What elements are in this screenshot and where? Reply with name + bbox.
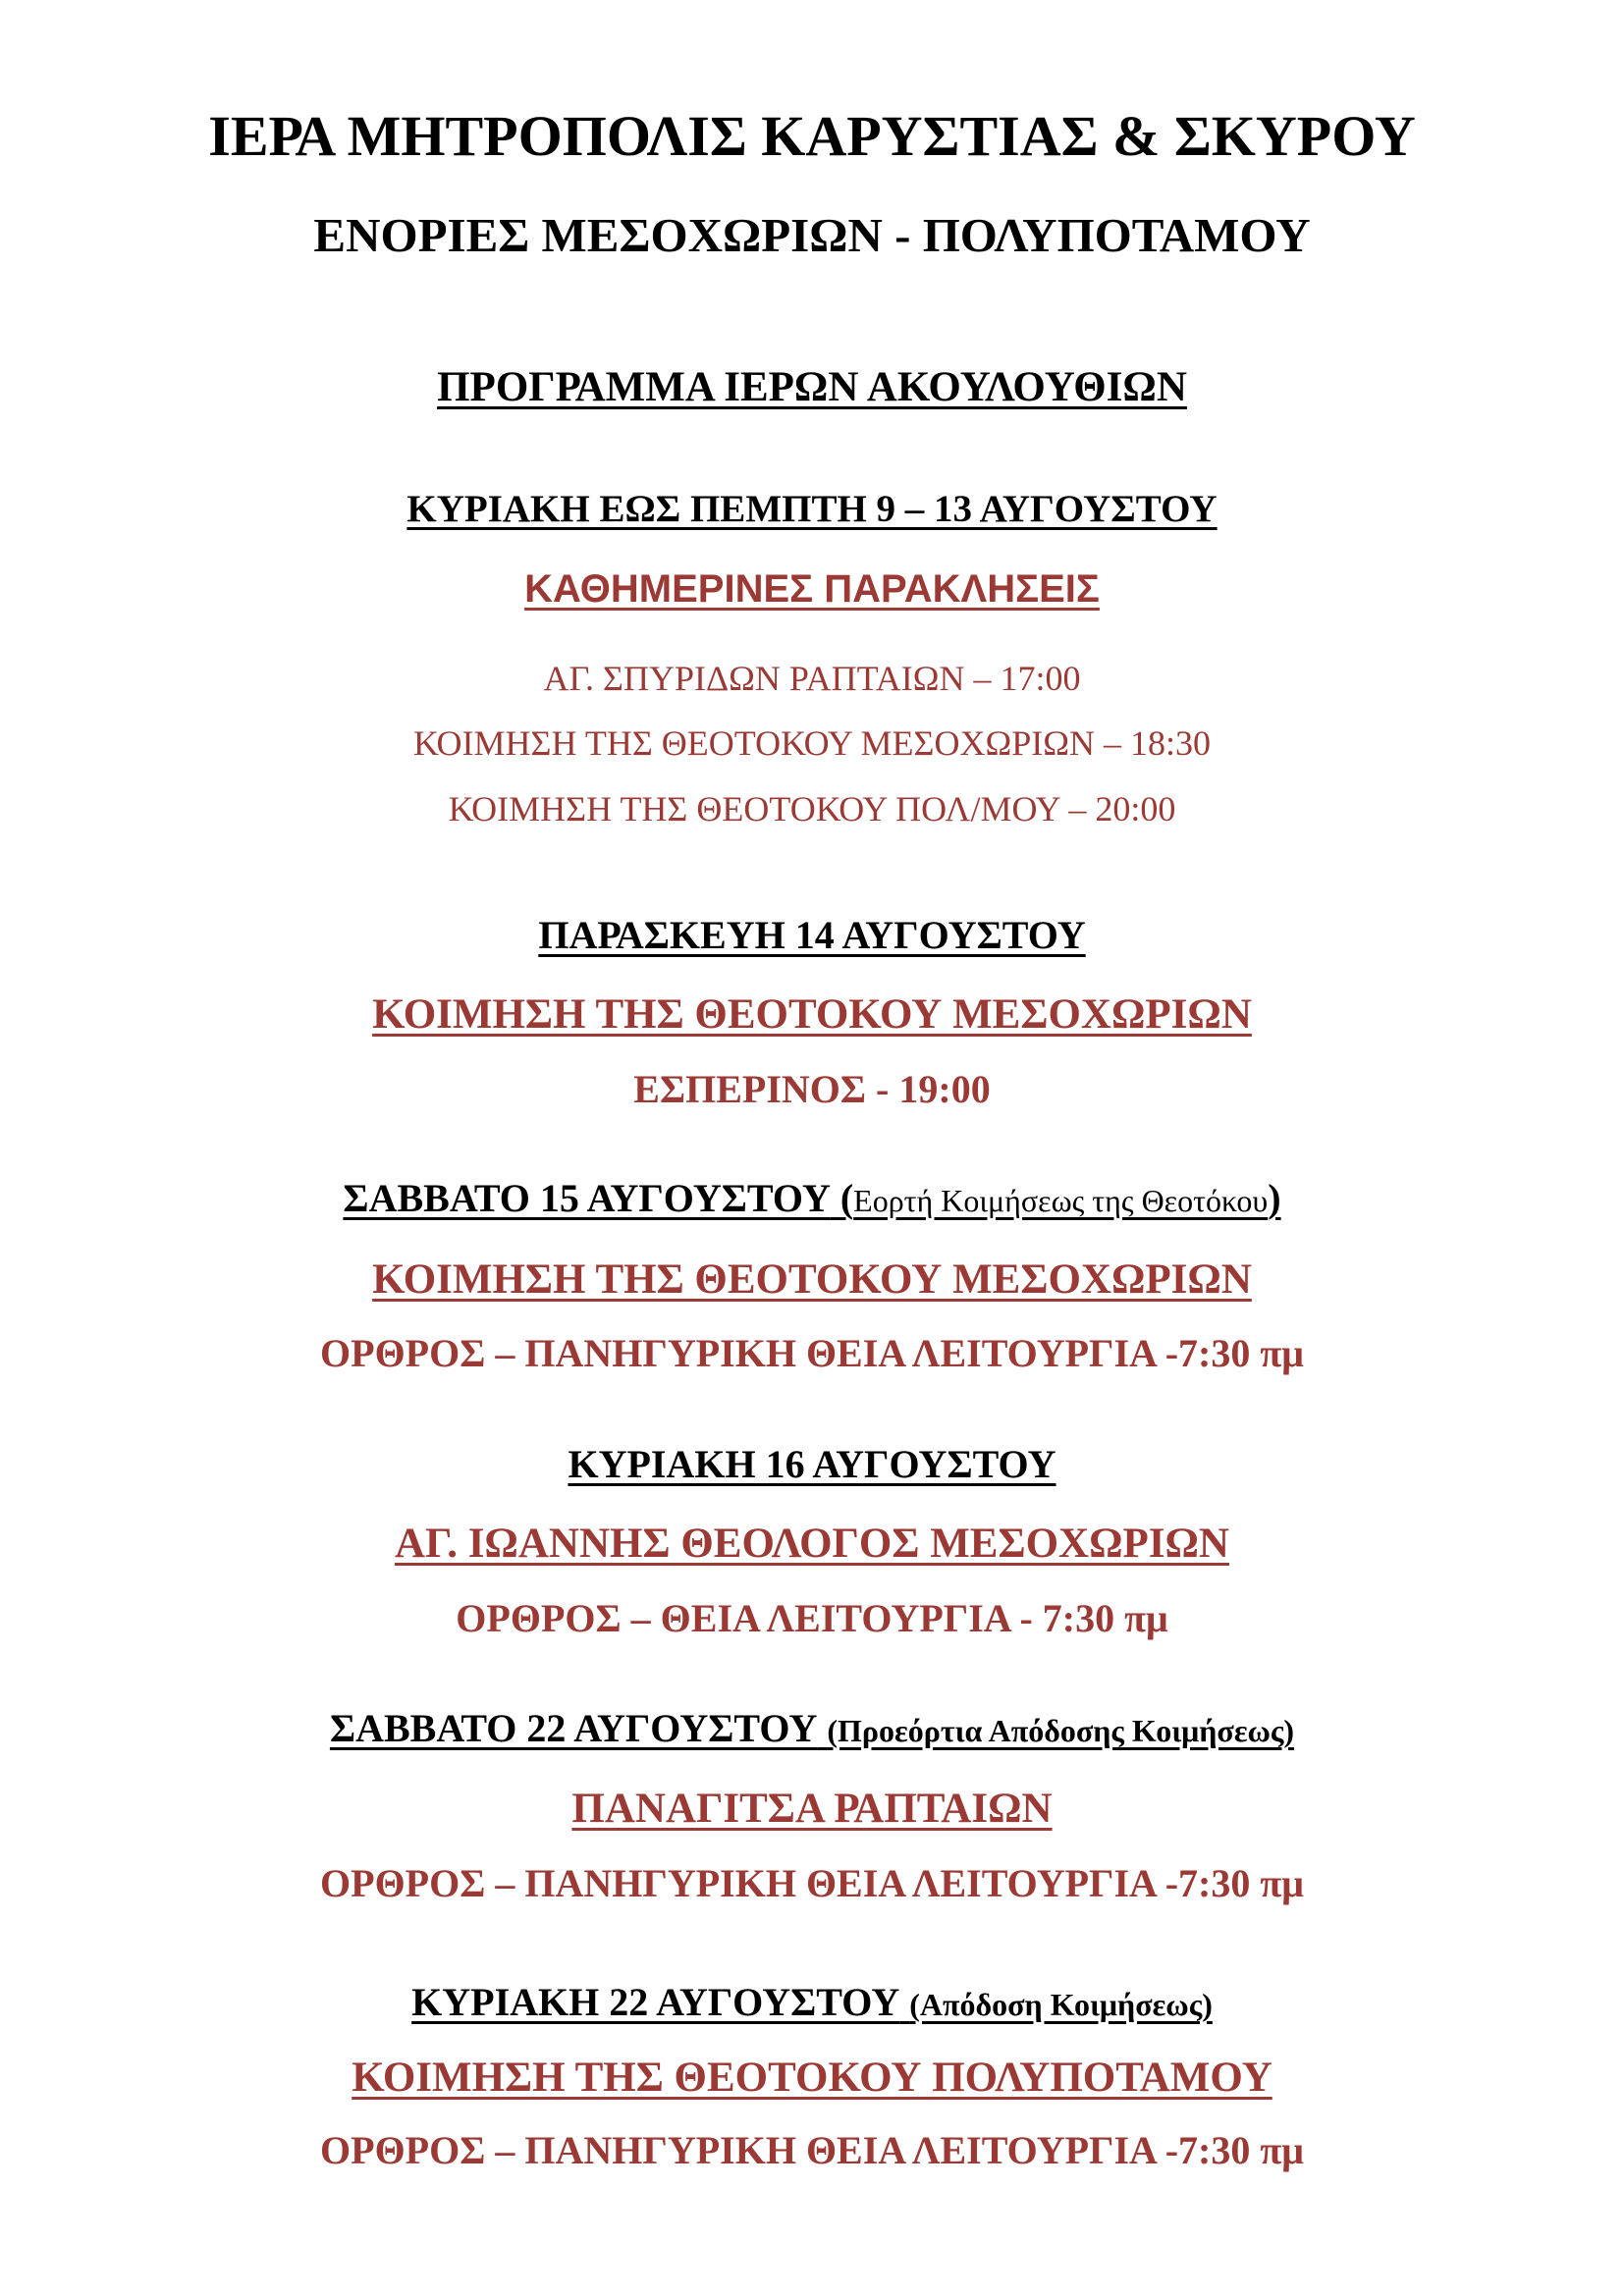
section-note: Εορτή Κοιμήσεως της Θεοτόκου [853, 1183, 1269, 1218]
church-name [0, 2056, 1624, 2099]
section-date-3 [0, 1176, 1624, 1220]
service-time: ΕΣΠΕΡΙΝΟΣ - 19:00 [633, 1067, 991, 1111]
service-time: ΟΡΘΡΟΣ – ΘΕΙΑ ΛΕΙΤΟΥΡΓΙΑ - 7:30 πμ [456, 1596, 1168, 1640]
service-time: ΟΡΘΡΟΣ – ΠΑΝΗΓΥΡΙΚΗ ΘΕΙΑ ΛΕΙΤΟΥΡΓΙΑ -7:30 πμ [320, 1331, 1304, 1375]
program-title [0, 366, 1624, 408]
service-time: ΟΡΘΡΟΣ – ΠΑΝΗΓΥΡΙΚΗ ΘΕΙΑ ΛΕΙΤΟΥΡΓΙΑ -7:30 πμ [320, 1861, 1304, 1905]
church-name-text: ΑΓ. ΙΩΑΝΝΗΣ ΘΕΟΛΟΓΟΣ ΜΕΣΟΧΩΡΙΩΝ [394, 1521, 1229, 1567]
paren-open: ( [830, 1176, 854, 1220]
program-title-text: ΠΡΟΓΡΑΜΜΑ ΙΕΡΩΝ ΑΚΟΥΛΟΥΘΙΩΝ [437, 364, 1187, 410]
schedule-item: ΑΓ. ΣΠΥΡΙΔΩΝ ΡΑΠΤΑΙΩΝ – 17:00 [543, 659, 1081, 698]
section-date-composite [329, 1706, 1295, 1750]
section-date-1 [0, 490, 1624, 528]
section-date-composite [343, 1176, 1281, 1220]
church-name-text: ΚΟΙΜΗΣΗ ΤΗΣ ΘΕΟΤΟΚΟΥ ΜΕΣΟΧΩΡΙΩΝ [372, 991, 1252, 1038]
church-name-text: ΠΑΝΑΓΙΤΣΑ ΡΑΠΤΑΙΩΝ [571, 1786, 1053, 1832]
section-date-text: ΣΑΒΒΑΤΟ 22 ΑΥΓΟΥΣΤΟΥ [329, 1706, 818, 1750]
section-date-text: ΣΑΒΒΑΤΟ 15 ΑΥΓΟΥΣΤΟΥ [343, 1176, 831, 1220]
section-date-5 [0, 1706, 1624, 1750]
section-date-composite [411, 1980, 1213, 2024]
page-title: ΙΕΡΑ ΜΗΤΡΟΠΟΛΙΣ ΚΑΡΥΣΤΙΑΣ & ΣΚΥΡΟΥ [208, 104, 1416, 168]
church-name [0, 1522, 1624, 1565]
section-date-text: ΚΥΡΙΑΚΗ ΕΩΣ ΠΕΜΠΤΗ 9 – 13 ΑΥΓΟΥΣΤΟΥ [406, 488, 1218, 530]
section-date-6 [0, 1980, 1624, 2024]
section-note: (Απόδοση Κοιμήσεως) [909, 1987, 1213, 2022]
section-note: (Προεόρτια Απόδοσης Κοιμήσεως) [827, 1713, 1295, 1748]
section-date-text: ΚΥΡΙΑΚΗ 16 ΑΥΓΟΥΣΤΟΥ [568, 1442, 1056, 1486]
church-name [0, 1788, 1624, 1830]
paren-close: ) [1268, 1176, 1281, 1220]
section-heading-text: ΚΑΘΗΜΕΡΙΝΕΣ ΠΑΡΑΚΛΗΣΕΙΣ [524, 567, 1100, 611]
schedule-item: ΚΟΙΜΗΣΗ ΤΗΣ ΘΕΟΤΟΚΟΥ ΜΕΣΟΧΩΡΙΩΝ – 18:30 [413, 723, 1211, 763]
church-name [0, 1258, 1624, 1301]
service-time: ΟΡΘΡΟΣ – ΠΑΝΗΓΥΡΙΚΗ ΘΕΙΑ ΛΕΙΤΟΥΡΓΙΑ -7:30 πμ [320, 2128, 1304, 2172]
section-date-4 [0, 1442, 1624, 1486]
section-date-text: ΚΥΡΙΑΚΗ 22 ΑΥΓΟΥΣΤΟΥ [411, 1980, 900, 2024]
section-date-text: ΠΑΡΑΣΚΕΥΗ 14 ΑΥΓΟΥΣΤΟΥ [538, 913, 1086, 957]
section-heading-daily-supplications [0, 569, 1624, 609]
page-subtitle: ΕΝΟΡΙΕΣ ΜΕΣΟΧΩΡΙΩΝ - ΠΟΛΥΠΟΤΑΜΟΥ [313, 208, 1311, 262]
church-name [0, 993, 1624, 1036]
section-date-2 [0, 913, 1624, 957]
schedule-item: ΚΟΙΜΗΣΗ ΤΗΣ ΘΕΟΤΟΚΟΥ ΠΟΛ/ΜΟΥ – 20:00 [448, 789, 1176, 828]
church-name-text: ΚΟΙΜΗΣΗ ΤΗΣ ΘΕΟΤΟΚΟΥ ΜΕΣΟΧΩΡΙΩΝ [372, 1256, 1252, 1303]
church-name-text: ΚΟΙΜΗΣΗ ΤΗΣ ΘΕΟΤΟΚΟΥ ΠΟΛΥΠΟΤΑΜΟΥ [352, 2055, 1272, 2101]
